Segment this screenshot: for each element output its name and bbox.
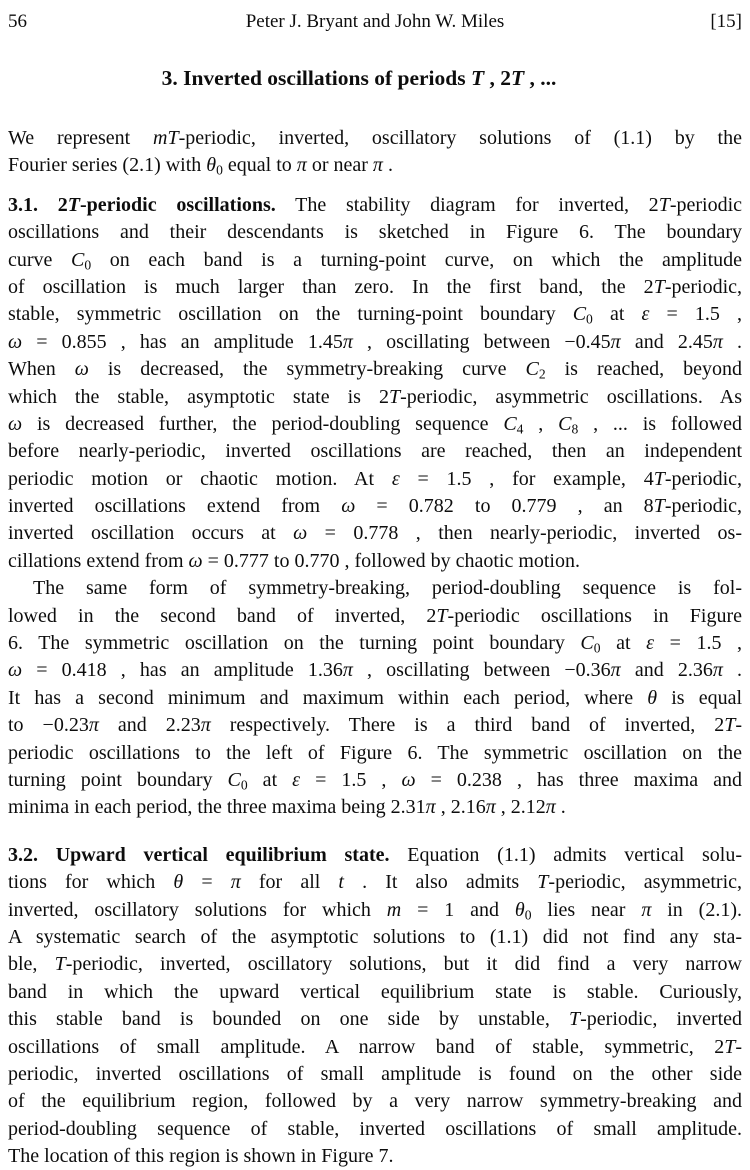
text-line: band in which the upward vertical equilibrium state is stable. Curiously, bbox=[8, 980, 742, 1003]
running-title: Peter J. Bryant and John W. Miles bbox=[245, 11, 505, 32]
text-line: this stable band is bounded on one side by unstable, T-periodic, inverted bbox=[8, 1008, 742, 1031]
page-number: 56 bbox=[8, 11, 27, 32]
text-line: 6. The symmetric oscillation on the turning point boundary $C_0$ at ε = 1.5 , bbox=[8, 632, 742, 656]
text-line: oscillations of small amplitude. A narrow band of stable, symmetric, 2T- bbox=[8, 1035, 742, 1058]
text-line: periodic, inverted oscillations of small amplitude is found on the other side bbox=[8, 1062, 742, 1085]
text-line: period-doubling sequence of stable, inverted oscillations of small amplitude. bbox=[8, 1117, 742, 1140]
text-line: which the stable, asymptotic state is 2T-periodic, asymmetric oscillations. As bbox=[8, 385, 742, 408]
section-heading: 3. Inverted oscillations of periods T , 2T , ... bbox=[161, 66, 557, 90]
issue-reference: [15] bbox=[710, 11, 742, 32]
text-line: of the equilibrium region, followed by a very narrow symmetry-breaking and bbox=[8, 1090, 742, 1113]
text-line: of oscillation is much larger than zero. In the first band, the 2T-periodic, bbox=[8, 275, 742, 298]
text-line: tions for which θ = π for all t . It also admits T-periodic, asymmetric, bbox=[8, 871, 742, 894]
text-line: ω is decreased further, the period-doubling sequence $C_4$ , $C_8$ , ... is followed bbox=[8, 412, 742, 437]
text-line: oscillations and their descendants is sketched in Figure 6. The boundary bbox=[8, 221, 742, 244]
text-line: cillations extend from ω = 0.777 to 0.770 , followed by chaotic motion. bbox=[8, 549, 580, 572]
text-line: 3.2. Upward vertical equilibrium state. Equation (1.1) admits vertical solu- bbox=[8, 843, 742, 866]
text-line: inverted, oscillatory solutions for which m = 1 and $\theta_0$ lies near π in (2.1). bbox=[8, 898, 742, 922]
text-line: When ω is decreased, the symmetry-breaking curve $C_2$ is reached, beyond bbox=[8, 358, 742, 382]
text-line: to −0.23π and 2.23π respectively. There is a third band of inverted, 2T- bbox=[8, 714, 742, 737]
text-line: 3.1. 2T-periodic oscillations. The stability diagram for inverted, 2T-periodic bbox=[8, 193, 742, 216]
text-line: ble, T-periodic, inverted, oscillatory solutions, but it did find a very narrow bbox=[8, 953, 742, 976]
text-line: We represent mT-periodic, inverted, oscillatory solutions of (1.1) by the bbox=[8, 127, 742, 149]
text-line: curve $C_0$ on each band is a turning-point curve, on which the amplitude bbox=[8, 248, 742, 272]
paragraph bbox=[8, 842, 742, 1170]
page-header bbox=[8, 10, 742, 34]
paragraph bbox=[8, 125, 742, 180]
text-line: periodic motion or chaotic motion. At ε = 1.5 , for example, 4T-periodic, bbox=[8, 467, 742, 490]
text-line: Fourier series (2.1) with $\theta_0$ equal to π or near π . bbox=[8, 154, 393, 178]
text-line: The same form of symmetry-breaking, period-doubling sequence is fol- bbox=[33, 577, 742, 600]
text-line: ω = 0.418 , has an amplitude 1.36π , oscillating between −0.36π and 2.36π . bbox=[8, 659, 742, 682]
text-line: turning point boundary $C_0$ at ε = 1.5 , ω = 0.238 , has three maxima and bbox=[8, 768, 742, 793]
text-line: It has a second minimum and maximum within each period, where θ is equal bbox=[8, 686, 742, 709]
text-line: lowed in the second band of inverted, 2T-periodic oscillations in Figure bbox=[8, 604, 742, 627]
text-line: minima in each period, the three maxima being 2.31π , 2.16π , 2.12π . bbox=[8, 796, 566, 819]
text-line: inverted oscillation occurs at ω = 0.778 , then nearly-periodic, inverted os- bbox=[8, 522, 742, 545]
text-line: A systematic search of the asymptotic solutions to (1.1) did not find any sta- bbox=[8, 925, 742, 948]
text-line: inverted oscillations extend from ω = 0.782 to 0.779 , an 8T-periodic, bbox=[8, 495, 742, 518]
text-line: stable, symmetric oscillation on the turning-point boundary $C_0$ at ε = 1.5 , bbox=[8, 303, 742, 327]
text-line: periodic oscillations to the left of Figure 6. The symmetric oscillation on the bbox=[8, 741, 742, 764]
text-line: before nearly-periodic, inverted oscillations are reached, then an independent bbox=[8, 440, 742, 463]
paragraph bbox=[8, 575, 742, 822]
text-line: The location of this region is shown in Figure 7. bbox=[8, 1145, 394, 1168]
paragraph bbox=[8, 192, 742, 575]
text-line: ω = 0.855 , has an amplitude 1.45π , oscillating between −0.45π and 2.45π . bbox=[8, 330, 742, 353]
page-body bbox=[8, 125, 742, 1170]
